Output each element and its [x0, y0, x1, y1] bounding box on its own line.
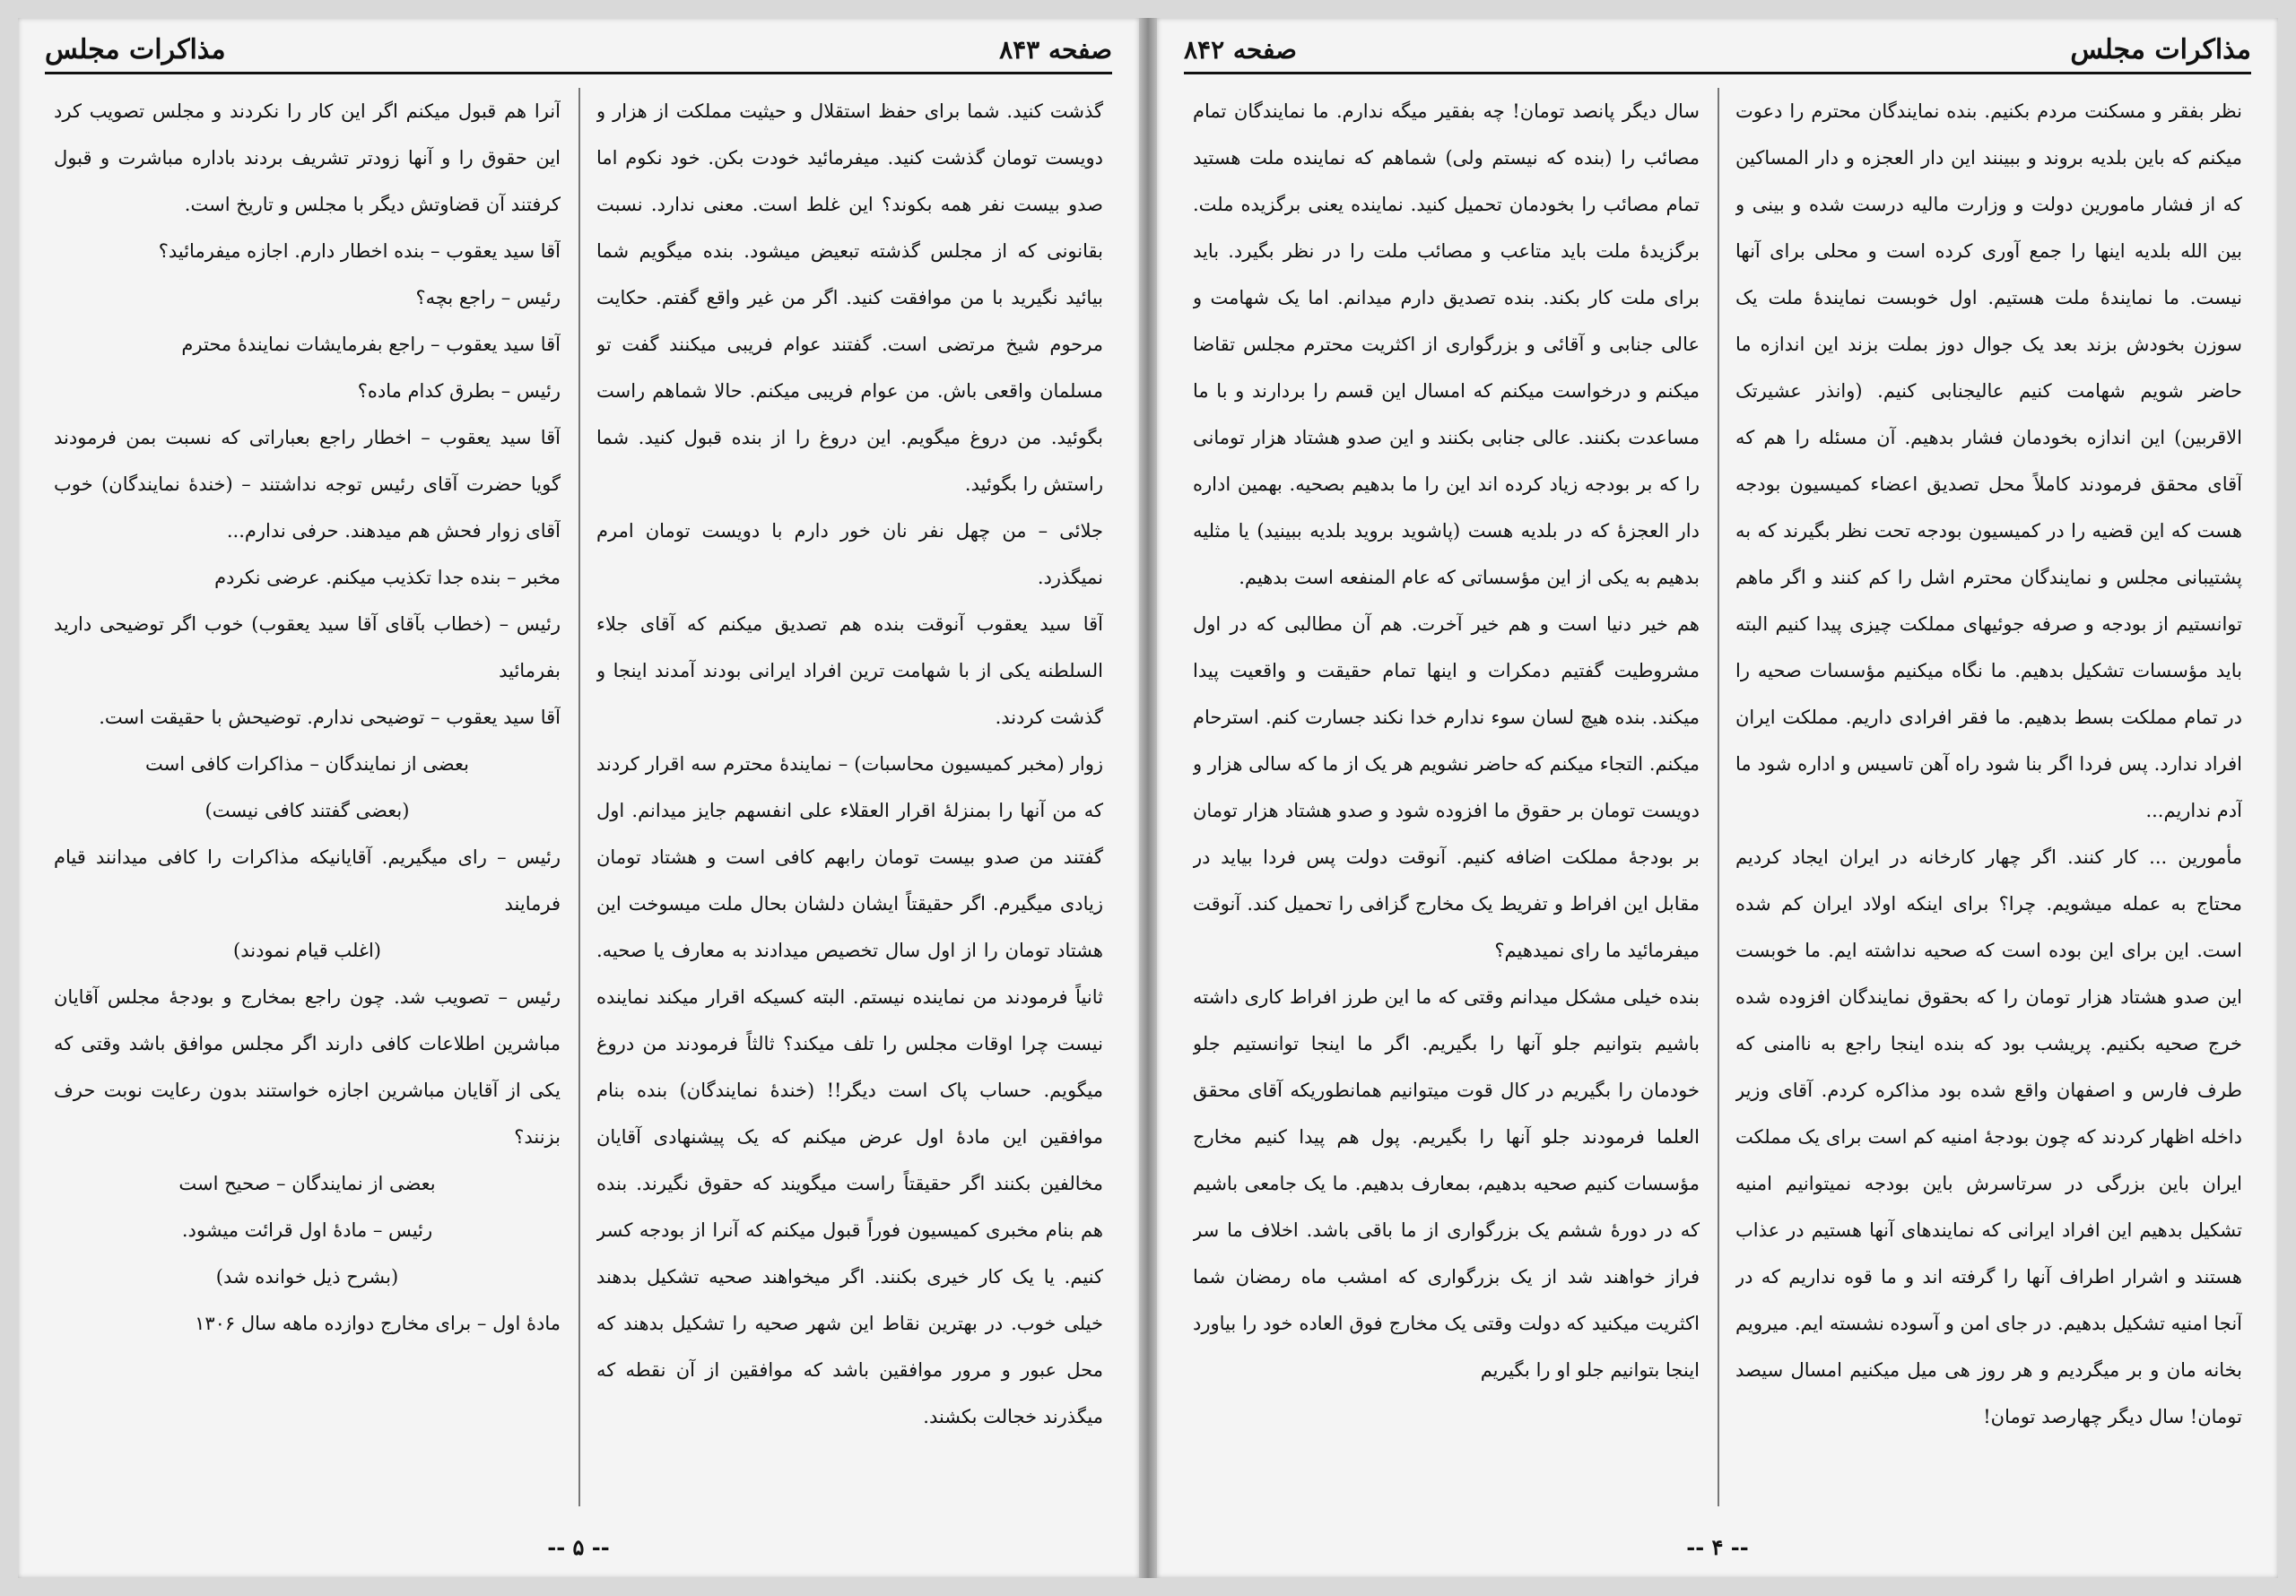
paragraph: آقا سید یعقوب – توضیحی ندارم. توضیحش با حقیقت است. [99, 707, 561, 728]
left-page-column-left [54, 88, 561, 1506]
paragraph: (بشرح ذیل خوانده شد) [215, 1266, 399, 1288]
left-page-footer: -- ۵ -- [547, 1534, 610, 1560]
book-gutter [1139, 18, 1157, 1578]
right-page-columns [1193, 88, 2242, 1506]
paragraph: رئیس – بطرق کدام ماده؟ [357, 380, 561, 402]
right-page-footer: -- ۴ -- [1686, 1534, 1749, 1560]
paragraph: هم خیر دنیا است و هم خیر آخرت. هم آن مطالبی که در اول مشروطیت گفتیم دمکرات و اینها تمام حقیقت و واقعیت پیدا میکند. بنده هیچ لسان سوء ندارم خدا نکند جسارت کنم. استرحام میکنم. التجاء میکنم که حاضر نشویم هر یک از ما که سالی هزار و دویست تومان بر حقوق ما افزوده شود و صدو هشتاد هزار تومان بر بودجهٔ مملکت اضافه کنیم. آنوقت دولت پس فردا بیاید در مقابل این افراط و تفریط یک مخارج گزافی را تحمیل کند. آنوقت میفرمائید ما رای نمیدهیم؟ [1193, 613, 1700, 961]
paragraph: رئیس – رای میگیریم. آقایانیکه مذاکرات را کافی میدانند قیام فرمایند [54, 846, 561, 915]
paragraph: بنده خیلی مشکل میدانم وقتی که ما این طرز افراط کاری داشته باشیم بتوانیم جلو آنها را بگیریم. اگر ما اینجا توانستیم جلو خودمان را بگیریم در کال قوت میتوانیم همانطوریکه آقای محقق العلما فرمودند جلو آنها را بگیریم. پول هم پیدا کنیم مخارج مؤسسات کنیم صحیه بدهیم، بمعارف بدهیم. ما یک جامعی باشیم که در دورهٔ ششم یک بزرگواری از ما باقی باشد. اخلاف ما سر فراز خواهند شد از یک بزرگواری که امشب ماه رمضان شما اکثریت میکنید که دولت وقتی یک مخارج فوق العاده خود را بیاورد اینجا بتوانیم جلو او را بگیریم [1193, 986, 1700, 1381]
paragraph: گذشت کنید. شما برای حفظ استقلال و حیثیت مملکت از هزار و دویست تومان گذشت کنید. میفرمائید خودت بکن. خود نکوم اما صدو بیست نفر همه بکوند؟ این غلط است. معنی ندارد. نسبت بقانونی که از مجلس گذشته تبعیض میشود. بنده میگویم شما بیائید نگیرید با من موافقت کنید. اگر من غیر واقع گفتم. حکایت مرحوم شیخ مرتضی است. گفتند عوام فریبی میکنند گفت تو مسلمان واقعی باش. من عوام فریبی میکنم. حالا شماهم راست بگوئید. من دروغ میگویم. این دروغ را از بنده قبول کنید. شما راستش را بگوئید. [596, 100, 1103, 495]
paragraph: (بعضی گفتند کافی نیست) [204, 800, 410, 821]
paragraph: رئیس – (خطاب بآقای آقا سید یعقوب) خوب اگر توضیحی دارید بفرمائید [54, 613, 561, 681]
paragraph: آقا سید یعقوب – اخطار راجع بعباراتی که نسبت بمن فرمودند گویا حضرت آقای رئیس توجه نداشتند – (خندهٔ نمایندگان) خوب آقای زوار فحش هم میدهند. حرفی ندارم... [54, 427, 561, 542]
right-page-title: مذاکرات مجلس [2070, 33, 2251, 65]
paragraph: آقا سید یعقوب – بنده اخطار دارم. اجازه میفرمائید؟ [158, 240, 561, 262]
left-page-column-right [596, 88, 1103, 1506]
left-page-columns [54, 88, 1103, 1506]
left-page-number: صفحه ۸۴۳ [999, 34, 1112, 65]
paragraph: زوار (مخبر کمیسیون محاسبات) – نمایندهٔ محترم سه اقرار کردند که من آنها را بمنزلهٔ اقرار العقلاء علی انفسهم جایز میدانم. اول گفتند من صدو بیست تومان رابهم کافی است و هشتاد تومان زیادی میگیرم. اگر حقیقتاً ایشان دلشان بحال ملت میسوخت این هشتاد تومان را از اول سال تخصیص میدادند به معارف یا صحیه. ثانیاً فرمودند من نماینده نیستم. البته کسیکه اقرار میکند نماینده نیست چرا اوقات مجلس را تلف میکند؟ ثالثاً فرمودند من دروغ میگویم. حساب پاک است دیگر!! (خندهٔ نمایندگان) بنده بنام موافقین این مادهٔ اول عرض میکنم که یک پیشنهادی آقایان مخالفین بکنند اگر حقیقتاً راست میگویند که حقوق نگیرند. بنده هم بنام مخبری کمیسیون فوراً قبول میکنم که آنرا از بودجه کسر کنیم. یا یک کار خیری بکنند. اگر میخواهند صحیه تشکیل بدهند خیلی خوب. در بهترین نقاط این شهر صحیه را تشکیل بدهند که محل عبور و مرور موافقین باشد که موافقین از آن نقطه که میگذرند خجالت بکشند. [596, 753, 1103, 1427]
paragraph: آنرا هم قبول میکنم اگر این کار را نکردند و مجلس تصویب کرد این حقوق را و آنها زودتر تشریف بردند باداره مباشرت و قبول کرفتند آن قضاوتش دیگر با مجلس و تاریخ است. [54, 100, 561, 215]
paragraph: رئیس – مادهٔ اول قرائت میشود. [181, 1219, 433, 1241]
paragraph: آقا سید یعقوب – راجع بفرمایشات نمایندهٔ محترم [181, 334, 561, 355]
left-page [18, 18, 1139, 1578]
paragraph: بعضی از نمایندگان – صحیح است [178, 1173, 436, 1194]
right-page-number: صفحه ۸۴۲ [1184, 34, 1297, 65]
right-page-column-left [1193, 88, 1700, 1506]
paragraph: مادهٔ اول – برای مخارج دوازده ماهه سال ۱۳۰۶ [195, 1313, 561, 1334]
paragraph: بعضی از نمایندگان – مذاکرات کافی است [145, 753, 469, 775]
paragraph: رئیس – تصویب شد. چون راجع بمخارج و بودجهٔ مجلس آقایان مباشرین اطلاعات کافی دارند اگر مجلس موافق باشد وقتی که یکی از آقایان مباشرین اجازه خواستند بدون رعایت نوبت حرف بزنند؟ [54, 986, 561, 1148]
left-page-title: مذاکرات مجلس [45, 33, 226, 65]
paragraph: آقا سید یعقوب آنوقت بنده هم تصدیق میکنم که آقای جلاء السلطنه یکی از با شهامت ترین افراد ایرانی بودند آمدند اینجا و گذشت کردند. [596, 613, 1103, 728]
paragraph: مأمورین ... کار کنند. اگر چهار کارخانه در ایران ایجاد کردیم محتاج به عمله میشویم. چرا؟ برای اینکه اولاد ایران کم شده است. این برای این بوده است که صحیه نداشته ایم. ما خوبست این صدو هشتاد هزار تومان را که بحقوق نمایندگان افزوده شده خرج صحیه بکنیم. پریشب بود که بنده اینجا راجع به ناامنی که طرف فارس و اصفهان واقع شده بود مذاکره کردم. آقای وزیر داخله اظهار کردند که چون بودجهٔ امنیه کم است برای یک مملکت ایران باین بزرگی در سرتاسرش باین بودجه نمیتوانیم امنیه تشکیل بدهیم این افراد ایرانی که نمایندهای آنها هستیم در عذاب هستند و اشرار اطراف آنها را گرفته اند و ما قوه نداریم که در آنجا امنیه تشکیل بدهیم. در جای امن و آسوده نشسته ایم. میرویم بخانه مان و بر میگردیم و هر روز هی میل میکنیم امسال سیصد تومان! سال دیگر چهارصد تومان! [1735, 846, 2242, 1427]
right-page [1157, 18, 2278, 1578]
paragraph: نظر بفقر و مسکنت مردم بکنیم. بنده نمایندگان محترم را دعوت میکنم که باین بلدیه بروند و ببینند این دار العجزه و دار المساکین که از فشار مامورین دولت و وزارت مالیه درست شده و بینی و بین الله بلدیه اینها را جمع آوری کرده است و محلی برای آنها نیست. ما نمایندهٔ ملت هستیم. اول خوبست نمایندهٔ ملت یک سوزن بخودش بزند بعد یک جوال دوز بملت بزند این اندازه ما حاضر شویم شهامت کنیم عالیجنابی کنیم. (وانذر عشیرتک الاقربین) این اندازه بخودمان فشار بدهیم. آن مسئله را هم که آقای محقق فرمودند کاملاً محل تصدیق اعضاء کمیسیون بودجه هست که این قضیه را در کمیسیون بودجه تحت نظر بگیرند که به پشتیبانی مجلس و نمایندگان محترم اشل را کم کنند و اگر ماهم توانستیم از بودجه و صرفه جوئیهای مملکت چیزی پیدا کنیم البته باید مؤسسات تشکیل بدهیم. ما نگاه میکنیم مؤسسات صحیه را در تمام مملکت بسط بدهیم. ما فقر افرادی داریم. مملکت ایران افراد ندارد. پس فردا اگر بنا شود راه آهن تاسیس و اداره شود ما آدم نداریم... [1735, 100, 2242, 821]
right-page-column-right [1735, 88, 2242, 1506]
paragraph: جلائی – من چهل نفر نان خور دارم با دویست تومان امرم نمیگذرد. [596, 520, 1103, 588]
paragraph: سال دیگر پانصد تومان! چه بفقیر میگه ندارم. ما نمایندگان تمام مصائب را (بنده که نیستم ولی) شماهم که نماینده ملت هستید تمام مصائب را بخودمان تحمیل کنید. نماینده یعنی برگزیده ملت. برگزیدهٔ ملت باید متاعب و مصائب ملت را در نظر بگیرد. باید برای ملت کار بکند. بنده تصدیق دارم میدانم. اما یک شهامت و عالی جنابی و آقائی و بزرگواری از اکثریت محترم مجلس تقاضا میکنم و درخواست میکنم که امسال این قسم را بردارند و با ما مساعدت بکنند. عالی جنابی بکنند و این صدو هشتاد هزار تومانی را که بر بودجه زیاد کرده اند این را ما بدهیم بصحیه. بهمین اداره دار العجزهٔ که در بلدیه هست (پاشوید بروید بلدیه ببینید) یا مثلیه بدهیم به یکی از این مؤسساتی که عام المنفعه است بدهیم. [1193, 100, 1700, 588]
right-page-header [1184, 27, 2251, 74]
paragraph: رئیس – راجع بچه؟ [415, 287, 561, 308]
left-page-header [45, 27, 1112, 74]
paragraph: (اغلب قیام نمودند) [233, 940, 381, 961]
paragraph: مخبر – بنده جدا تکذیب میکنم. عرضی نکردم [214, 567, 561, 588]
